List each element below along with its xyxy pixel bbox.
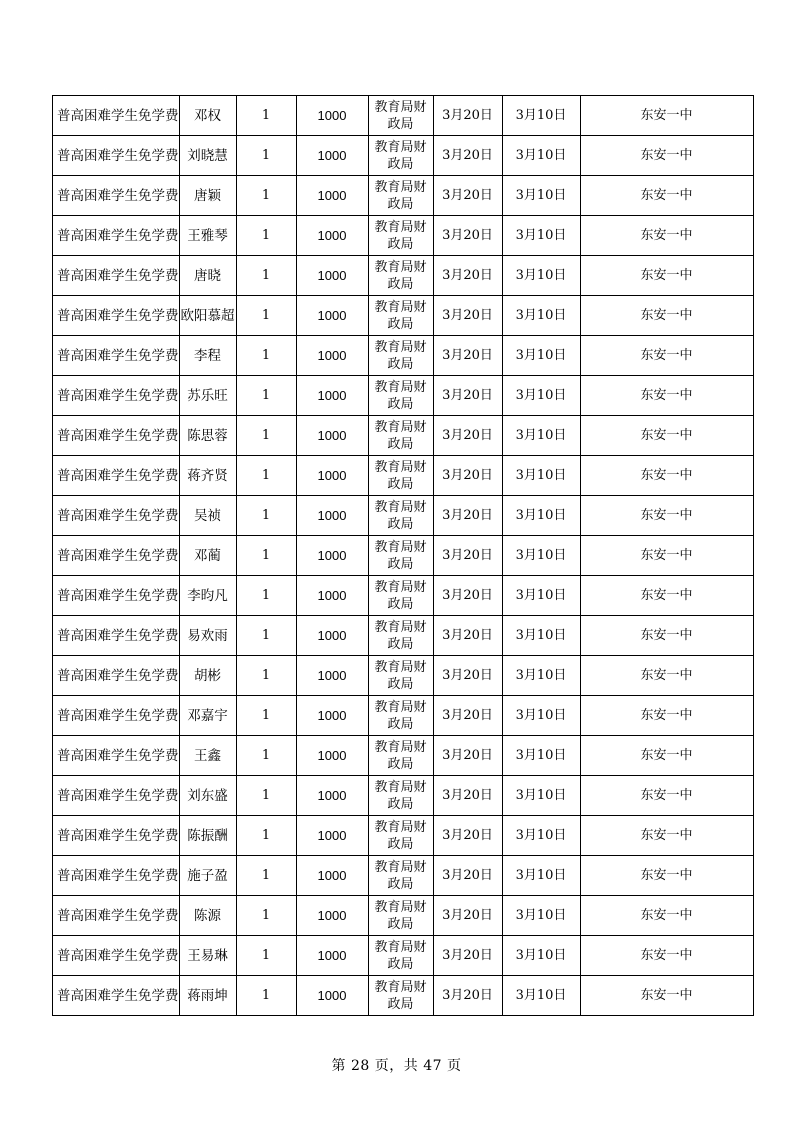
date-cell: 3月10日 (502, 256, 580, 296)
department-cell: 教育局财政局 (368, 496, 433, 536)
table-row (53, 936, 754, 976)
project-cell: 普高困难学生免学费 (53, 96, 180, 136)
date-cell: 3月20日 (433, 376, 502, 416)
school-cell: 东安一中 (580, 736, 753, 776)
student-name-cell: 陈思蓉 (179, 416, 236, 456)
table-row (53, 456, 754, 496)
quantity-cell: 1 (236, 896, 296, 936)
quantity-cell: 1 (236, 736, 296, 776)
department-cell: 教育局财政局 (368, 816, 433, 856)
amount-cell: 1000 (296, 176, 368, 216)
amount-cell: 1000 (296, 816, 368, 856)
department-cell: 教育局财政局 (368, 776, 433, 816)
date-cell: 3月20日 (433, 136, 502, 176)
project-cell: 普高困难学生免学费 (53, 936, 180, 976)
project-cell: 普高困难学生免学费 (53, 456, 180, 496)
table-row (53, 616, 754, 656)
project-cell: 普高困难学生免学费 (53, 896, 180, 936)
amount-cell: 1000 (296, 536, 368, 576)
amount-cell: 1000 (296, 696, 368, 736)
amount-cell: 1000 (296, 896, 368, 936)
school-cell: 东安一中 (580, 256, 753, 296)
amount-cell: 1000 (296, 296, 368, 336)
date-cell: 3月10日 (502, 136, 580, 176)
date-cell: 3月20日 (433, 656, 502, 696)
amount-cell: 1000 (296, 456, 368, 496)
department-cell: 教育局财政局 (368, 416, 433, 456)
department-cell: 教育局财政局 (368, 616, 433, 656)
date-cell: 3月10日 (502, 296, 580, 336)
table-row (53, 496, 754, 536)
school-cell: 东安一中 (580, 496, 753, 536)
date-cell: 3月10日 (502, 616, 580, 656)
project-cell: 普高困难学生免学费 (53, 376, 180, 416)
payment-table (52, 95, 754, 1016)
school-cell: 东安一中 (580, 296, 753, 336)
quantity-cell: 1 (236, 496, 296, 536)
table-row (53, 816, 754, 856)
school-cell: 东安一中 (580, 416, 753, 456)
amount-cell: 1000 (296, 336, 368, 376)
school-cell: 东安一中 (580, 176, 753, 216)
table-row (53, 136, 754, 176)
student-name-cell: 李程 (179, 336, 236, 376)
quantity-cell: 1 (236, 96, 296, 136)
student-name-cell: 胡彬 (179, 656, 236, 696)
department-cell: 教育局财政局 (368, 96, 433, 136)
department-cell: 教育局财政局 (368, 256, 433, 296)
table-row (53, 776, 754, 816)
amount-cell: 1000 (296, 96, 368, 136)
school-cell: 东安一中 (580, 896, 753, 936)
amount-cell: 1000 (296, 376, 368, 416)
quantity-cell: 1 (236, 216, 296, 256)
student-name-cell: 施子盈 (179, 856, 236, 896)
date-cell: 3月20日 (433, 536, 502, 576)
quantity-cell: 1 (236, 296, 296, 336)
school-cell: 东安一中 (580, 856, 753, 896)
date-cell: 3月20日 (433, 856, 502, 896)
student-name-cell: 邓权 (179, 96, 236, 136)
school-cell: 东安一中 (580, 976, 753, 1016)
school-cell: 东安一中 (580, 816, 753, 856)
amount-cell: 1000 (296, 736, 368, 776)
project-cell: 普高困难学生免学费 (53, 416, 180, 456)
student-name-cell: 欧阳慕超 (179, 296, 236, 336)
department-cell: 教育局财政局 (368, 176, 433, 216)
school-cell: 东安一中 (580, 216, 753, 256)
school-cell: 东安一中 (580, 576, 753, 616)
school-cell: 东安一中 (580, 536, 753, 576)
date-cell: 3月10日 (502, 416, 580, 456)
date-cell: 3月20日 (433, 296, 502, 336)
quantity-cell: 1 (236, 456, 296, 496)
school-cell: 东安一中 (580, 696, 753, 736)
school-cell: 东安一中 (580, 936, 753, 976)
date-cell: 3月20日 (433, 976, 502, 1016)
school-cell: 东安一中 (580, 136, 753, 176)
school-cell: 东安一中 (580, 616, 753, 656)
student-name-cell: 李昀凡 (179, 576, 236, 616)
project-cell: 普高困难学生免学费 (53, 976, 180, 1016)
school-cell: 东安一中 (580, 96, 753, 136)
student-name-cell: 刘东盛 (179, 776, 236, 816)
date-cell: 3月20日 (433, 456, 502, 496)
project-cell: 普高困难学生免学费 (53, 696, 180, 736)
table-row (53, 856, 754, 896)
student-name-cell: 陈源 (179, 896, 236, 936)
department-cell: 教育局财政局 (368, 216, 433, 256)
quantity-cell: 1 (236, 376, 296, 416)
table-row (53, 536, 754, 576)
date-cell: 3月20日 (433, 776, 502, 816)
table-row (53, 336, 754, 376)
quantity-cell: 1 (236, 616, 296, 656)
quantity-cell: 1 (236, 936, 296, 976)
date-cell: 3月10日 (502, 576, 580, 616)
student-name-cell: 王鑫 (179, 736, 236, 776)
student-name-cell: 蒋齐贤 (179, 456, 236, 496)
table-row (53, 976, 754, 1016)
student-name-cell: 唐晓 (179, 256, 236, 296)
project-cell: 普高困难学生免学费 (53, 296, 180, 336)
date-cell: 3月20日 (433, 576, 502, 616)
amount-cell: 1000 (296, 976, 368, 1016)
date-cell: 3月20日 (433, 736, 502, 776)
project-cell: 普高困难学生免学费 (53, 176, 180, 216)
date-cell: 3月10日 (502, 936, 580, 976)
department-cell: 教育局财政局 (368, 696, 433, 736)
department-cell: 教育局财政局 (368, 376, 433, 416)
quantity-cell: 1 (236, 416, 296, 456)
amount-cell: 1000 (296, 256, 368, 296)
department-cell: 教育局财政局 (368, 736, 433, 776)
department-cell: 教育局财政局 (368, 576, 433, 616)
table-row (53, 216, 754, 256)
amount-cell: 1000 (296, 616, 368, 656)
date-cell: 3月20日 (433, 96, 502, 136)
amount-cell: 1000 (296, 776, 368, 816)
project-cell: 普高困难学生免学费 (53, 736, 180, 776)
date-cell: 3月10日 (502, 776, 580, 816)
student-name-cell: 易欢雨 (179, 616, 236, 656)
school-cell: 东安一中 (580, 456, 753, 496)
project-cell: 普高困难学生免学费 (53, 336, 180, 376)
department-cell: 教育局财政局 (368, 856, 433, 896)
date-cell: 3月10日 (502, 816, 580, 856)
project-cell: 普高困难学生免学费 (53, 496, 180, 536)
table-row (53, 256, 754, 296)
department-cell: 教育局财政局 (368, 296, 433, 336)
student-name-cell: 邓嘉宇 (179, 696, 236, 736)
date-cell: 3月10日 (502, 376, 580, 416)
project-cell: 普高困难学生免学费 (53, 136, 180, 176)
quantity-cell: 1 (236, 336, 296, 376)
date-cell: 3月20日 (433, 896, 502, 936)
student-name-cell: 王雅琴 (179, 216, 236, 256)
quantity-cell: 1 (236, 256, 296, 296)
department-cell: 教育局财政局 (368, 896, 433, 936)
table-row (53, 416, 754, 456)
table-row (53, 96, 754, 136)
date-cell: 3月10日 (502, 736, 580, 776)
date-cell: 3月10日 (502, 176, 580, 216)
school-cell: 东安一中 (580, 776, 753, 816)
quantity-cell: 1 (236, 656, 296, 696)
student-name-cell: 苏乐旺 (179, 376, 236, 416)
date-cell: 3月20日 (433, 336, 502, 376)
date-cell: 3月10日 (502, 336, 580, 376)
amount-cell: 1000 (296, 216, 368, 256)
date-cell: 3月20日 (433, 696, 502, 736)
date-cell: 3月10日 (502, 496, 580, 536)
date-cell: 3月10日 (502, 976, 580, 1016)
school-cell: 东安一中 (580, 656, 753, 696)
table-row (53, 656, 754, 696)
date-cell: 3月10日 (502, 696, 580, 736)
department-cell: 教育局财政局 (368, 136, 433, 176)
date-cell: 3月10日 (502, 896, 580, 936)
date-cell: 3月20日 (433, 816, 502, 856)
department-cell: 教育局财政局 (368, 536, 433, 576)
date-cell: 3月20日 (433, 416, 502, 456)
project-cell: 普高困难学生免学费 (53, 256, 180, 296)
page-footer: 第 28 页，共 47 页 (331, 1058, 462, 1074)
amount-cell: 1000 (296, 656, 368, 696)
student-name-cell: 邓蔺 (179, 536, 236, 576)
table-body (53, 96, 754, 1016)
quantity-cell: 1 (236, 176, 296, 216)
table-row (53, 696, 754, 736)
project-cell: 普高困难学生免学费 (53, 216, 180, 256)
quantity-cell: 1 (236, 976, 296, 1016)
school-cell: 东安一中 (580, 336, 753, 376)
date-cell: 3月20日 (433, 616, 502, 656)
date-cell: 3月20日 (433, 256, 502, 296)
student-name-cell: 刘晓慧 (179, 136, 236, 176)
project-cell: 普高困难学生免学费 (53, 856, 180, 896)
department-cell: 教育局财政局 (368, 336, 433, 376)
student-name-cell: 陈振酬 (179, 816, 236, 856)
department-cell: 教育局财政局 (368, 976, 433, 1016)
department-cell: 教育局财政局 (368, 656, 433, 696)
table-row (53, 376, 754, 416)
project-cell: 普高困难学生免学费 (53, 616, 180, 656)
amount-cell: 1000 (296, 496, 368, 536)
project-cell: 普高困难学生免学费 (53, 816, 180, 856)
department-cell: 教育局财政局 (368, 936, 433, 976)
quantity-cell: 1 (236, 776, 296, 816)
quantity-cell: 1 (236, 856, 296, 896)
date-cell: 3月10日 (502, 456, 580, 496)
date-cell: 3月10日 (502, 216, 580, 256)
amount-cell: 1000 (296, 136, 368, 176)
date-cell: 3月20日 (433, 216, 502, 256)
student-name-cell: 唐颖 (179, 176, 236, 216)
project-cell: 普高困难学生免学费 (53, 656, 180, 696)
date-cell: 3月20日 (433, 496, 502, 536)
amount-cell: 1000 (296, 576, 368, 616)
school-cell: 东安一中 (580, 376, 753, 416)
quantity-cell: 1 (236, 816, 296, 856)
project-cell: 普高困难学生免学费 (53, 536, 180, 576)
table-row (53, 736, 754, 776)
quantity-cell: 1 (236, 536, 296, 576)
quantity-cell: 1 (236, 576, 296, 616)
amount-cell: 1000 (296, 856, 368, 896)
student-name-cell: 王易琳 (179, 936, 236, 976)
date-cell: 3月20日 (433, 936, 502, 976)
table-row (53, 576, 754, 616)
amount-cell: 1000 (296, 416, 368, 456)
quantity-cell: 1 (236, 696, 296, 736)
department-cell: 教育局财政局 (368, 456, 433, 496)
student-name-cell: 吴祯 (179, 496, 236, 536)
date-cell: 3月10日 (502, 656, 580, 696)
amount-cell: 1000 (296, 936, 368, 976)
date-cell: 3月10日 (502, 96, 580, 136)
table-row (53, 176, 754, 216)
table-row (53, 896, 754, 936)
table-row (53, 296, 754, 336)
quantity-cell: 1 (236, 136, 296, 176)
project-cell: 普高困难学生免学费 (53, 576, 180, 616)
project-cell: 普高困难学生免学费 (53, 776, 180, 816)
date-cell: 3月20日 (433, 176, 502, 216)
date-cell: 3月10日 (502, 856, 580, 896)
student-name-cell: 蒋雨坤 (179, 976, 236, 1016)
date-cell: 3月10日 (502, 536, 580, 576)
